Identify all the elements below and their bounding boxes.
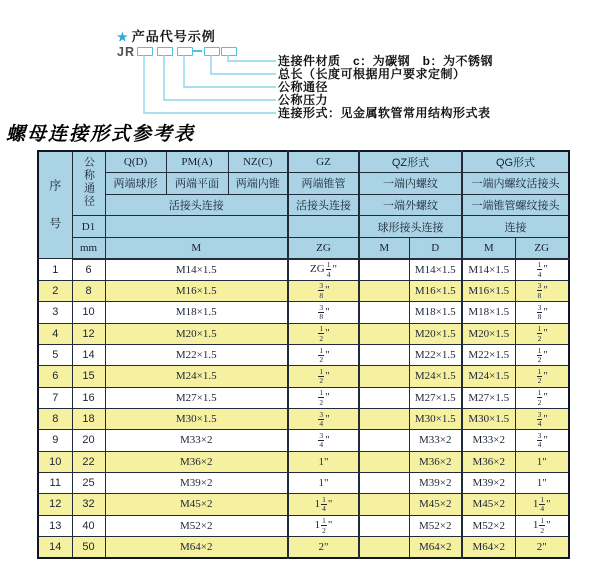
cell-qg-m: M20×1.5 [462,323,515,344]
cell-qg-zg: $\frac{3}{8}$ " [515,280,569,301]
header-q-desc: 两端球形 [105,173,166,195]
cell-qg-zg: $\frac{1}{4}$ " [515,259,569,280]
header-row-3 [38,194,569,216]
header-row-5 [38,237,569,259]
cell-qg-zg: 1" [515,451,569,472]
cell-qg-zg: $\frac{3}{4}$ " [515,408,569,429]
table-body [38,259,569,558]
cell-qz-d: M14×1.5 [409,259,462,280]
header-type-q: Q(D) [105,151,166,173]
cell-qz-m [359,259,409,280]
cell-zg: 1 $\frac{1}{2}$ " [288,515,359,536]
diagram-label-connection: 连接形式：见金属软管常用结构形式表 [278,106,491,120]
cell-qz-d: M22×1.5 [409,344,462,365]
star-icon: ★ [117,30,129,44]
cell-qz-d: M36×2 [409,451,462,472]
cell-qz-m [359,515,409,536]
cell-qg-zg: $\frac{3}{8}$ " [515,302,569,323]
cell-seq: 11 [38,472,72,493]
header-qz-m: M [359,237,409,259]
diagram-label-length: 总长（长度可根据用户要求定制） [278,67,466,81]
table-row [38,515,569,536]
cell-dn: 18 [72,408,105,429]
cell-seq: 2 [38,280,72,301]
table-row [38,536,569,557]
table-row [38,430,569,451]
cell-qg-zg: 1 $\frac{1}{2}$ " [515,515,569,536]
code-prefix: JR [117,45,135,59]
cell-qg-zg: 2" [515,536,569,557]
header-qg-zg: ZG [515,237,569,259]
cell-qz-m [359,387,409,408]
cell-qg-m: M64×2 [462,536,515,557]
cell-dn: 50 [72,536,105,557]
table-title: 螺母连接形式参考表 [6,124,196,145]
cell-qz-m [359,430,409,451]
cell-zg: $\frac{1}{2}$ " [288,323,359,344]
cell-m: M22×1.5 [105,344,288,365]
cell-seq: 10 [38,451,72,472]
cell-dn: 20 [72,430,105,451]
cell-m: M24×1.5 [105,366,288,387]
header-type-nz: NZ(C) [228,151,288,173]
header-empty-gz [288,216,359,238]
cell-qg-m: M18×1.5 [462,302,515,323]
table-row [38,387,569,408]
cell-qz-d: M20×1.5 [409,323,462,344]
header-qz-connection: 球形接头连接 [359,216,462,238]
cell-m: M52×2 [105,515,288,536]
cell-dn: 25 [72,472,105,493]
cell-qz-d: M30×1.5 [409,408,462,429]
cell-qg-m: M30×1.5 [462,408,515,429]
diagram-label-diameter: 公称通径 [278,80,329,94]
header-qg-desc2: 一端锥管螺纹接头 [462,194,569,216]
cell-qg-zg: $\frac{3}{4}$ " [515,430,569,451]
header-d1: D1 [72,216,105,238]
table-row [38,323,569,344]
cell-qg-m: M52×2 [462,515,515,536]
header-seq: 序号 [38,151,72,259]
cell-qg-zg: $\frac{1}{2}$ " [515,344,569,365]
cell-zg: $\frac{1}{2}$ " [288,344,359,365]
cell-zg: 1 $\frac{1}{4}$ " [288,494,359,515]
cell-m: M16×1.5 [105,280,288,301]
header-qg-connection: 连接 [462,216,569,238]
cell-zg: $\frac{1}{2}$ " [288,387,359,408]
cell-m: M33×2 [105,430,288,451]
table-row [38,451,569,472]
header-unit-mm: mm [72,237,105,259]
cell-zg: 1" [288,472,359,493]
cell-m: M18×1.5 [105,302,288,323]
header-unit-zg: ZG [288,237,359,259]
cell-qg-m: M45×2 [462,494,515,515]
cell-zg: 2" [288,536,359,557]
cell-qz-m [359,494,409,515]
header-gz-desc: 两端锥管 [288,173,359,195]
header-unit-m: M [105,237,288,259]
cell-m: M14×1.5 [105,259,288,280]
cell-m: M45×2 [105,494,288,515]
cell-zg: $\frac{3}{8}$ " [288,280,359,301]
cell-seq: 5 [38,344,72,365]
cell-m: M64×2 [105,536,288,557]
header-pm-desc: 两端平面 [166,173,228,195]
cell-qz-d: M18×1.5 [409,302,462,323]
cell-dn: 16 [72,387,105,408]
header-row-2 [38,173,569,195]
cell-qg-zg: 1" [515,472,569,493]
diagram-heading-text: 产品代号示例 [131,29,216,44]
header-type-pm: PM(A) [166,151,228,173]
cell-qg-m: M14×1.5 [462,259,515,280]
cell-qz-m [359,323,409,344]
cell-dn: 6 [72,259,105,280]
cell-seq: 4 [38,323,72,344]
cell-zg: $\frac{3}{4}$ " [288,430,359,451]
cell-qz-d: M33×2 [409,430,462,451]
header-dn: 公称通径 [72,151,105,216]
cell-seq: 7 [38,387,72,408]
cell-zg: $\frac{3}{8}$ " [288,302,359,323]
cell-m: M20×1.5 [105,323,288,344]
header-type-qg: QG形式 [462,151,569,173]
table-row [38,259,569,280]
cell-qg-m: M39×2 [462,472,515,493]
cell-seq: 1 [38,259,72,280]
header-row-4 [38,216,569,238]
cell-zg: $\frac{1}{2}$ " [288,366,359,387]
cell-qz-m [359,366,409,387]
header-row-1 [38,151,569,173]
cell-qz-d: M16×1.5 [409,280,462,301]
cell-m: M36×2 [105,451,288,472]
cell-qz-d: M39×2 [409,472,462,493]
cell-dn: 14 [72,344,105,365]
header-qz-desc2: 一端外螺纹 [359,194,462,216]
cell-seq: 3 [38,302,72,323]
cell-zg: ZG $\frac{1}{4}$ " [288,259,359,280]
table-row [38,344,569,365]
table-row [38,366,569,387]
diagram-label-material: 连接件材质 c：为碳钢 b：为不锈钢 [278,54,494,68]
header-qz-d: D [409,237,462,259]
cell-qz-m [359,451,409,472]
table-header [38,151,569,259]
cell-m: M30×1.5 [105,408,288,429]
cell-qg-zg: $\frac{1}{2}$ " [515,387,569,408]
cell-qz-d: M64×2 [409,536,462,557]
header-empty-left [105,216,288,238]
header-gz-connection: 活接头连接 [288,194,359,216]
cell-qg-m: M36×2 [462,451,515,472]
table-row [38,408,569,429]
cell-qz-m [359,472,409,493]
header-union-connection: 活接头连接 [105,194,288,216]
cell-qg-m: M16×1.5 [462,280,515,301]
cell-qz-d: M27×1.5 [409,387,462,408]
cell-qz-m [359,344,409,365]
cell-m: M27×1.5 [105,387,288,408]
header-type-qz: QZ形式 [359,151,462,173]
cell-dn: 10 [72,302,105,323]
cell-seq: 13 [38,515,72,536]
cell-seq: 12 [38,494,72,515]
header-nz-desc: 两端内锥 [228,173,288,195]
cell-dn: 40 [72,515,105,536]
cell-dn: 32 [72,494,105,515]
cell-seq: 8 [38,408,72,429]
cell-qz-d: M45×2 [409,494,462,515]
cell-qg-m: M24×1.5 [462,366,515,387]
cell-dn: 15 [72,366,105,387]
header-qg-desc: 一端内螺纹活接头 [462,173,569,195]
nut-connection-table [37,150,570,559]
cell-qg-zg: $\frac{1}{2}$ " [515,366,569,387]
table-row [38,302,569,323]
cell-zg: $\frac{3}{4}$ " [288,408,359,429]
cell-dn: 8 [72,280,105,301]
cell-qg-m: M27×1.5 [462,387,515,408]
table-row [38,494,569,515]
cell-qz-m [359,280,409,301]
header-qz-desc: 一端内螺纹 [359,173,462,195]
cell-qg-m: M33×2 [462,430,515,451]
cell-qz-d: M52×2 [409,515,462,536]
cell-qg-m: M22×1.5 [462,344,515,365]
header-type-gz: GZ [288,151,359,173]
cell-zg: 1" [288,451,359,472]
cell-seq: 6 [38,366,72,387]
cell-m: M39×2 [105,472,288,493]
cell-qz-m [359,302,409,323]
cell-dn: 22 [72,451,105,472]
header-qg-m: M [462,237,515,259]
cell-qg-zg: $\frac{1}{2}$ " [515,323,569,344]
cell-qz-m [359,536,409,557]
cell-dn: 12 [72,323,105,344]
diagram-label-pressure: 公称压力 [278,93,329,107]
cell-qg-zg: 1 $\frac{1}{4}$ " [515,494,569,515]
cell-qz-m [359,408,409,429]
cell-seq: 9 [38,430,72,451]
cell-qz-d: M24×1.5 [409,366,462,387]
table-row [38,280,569,301]
table-row [38,472,569,493]
cell-seq: 14 [38,536,72,557]
